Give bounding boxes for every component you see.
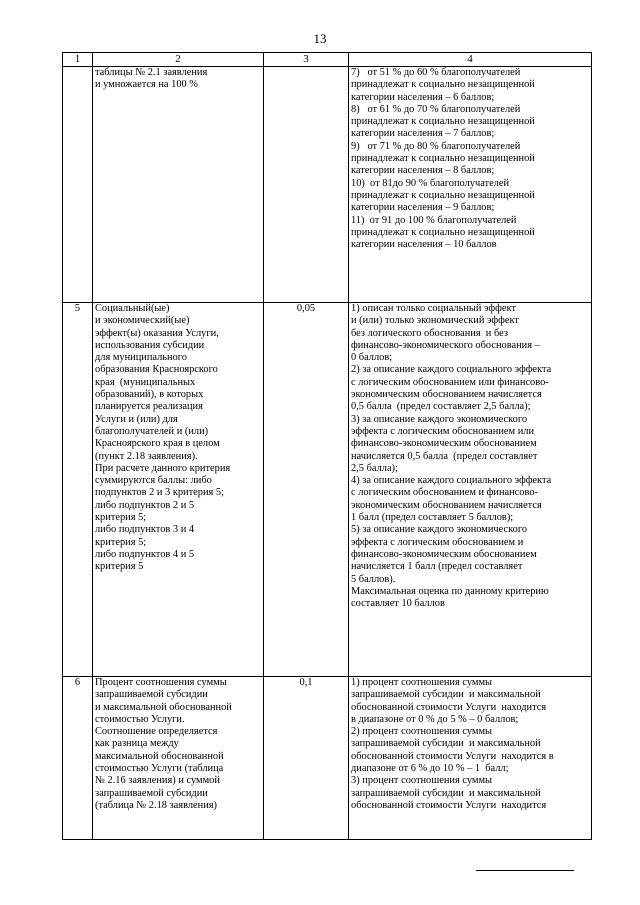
table-header-row (63, 53, 592, 67)
criterion-weight: 0,05 (264, 303, 349, 677)
table-row (63, 67, 592, 303)
scoring-text: 1) описан только социальный эффект и (или) только экономический эффект без логического обоснования и без финансово-экономического обоснования – 0 баллов; 2) за описание каждого социального эффекта с логическим обоснованием или финансово- экономическим обоснованием начисляется 0,5 балла (предел составляет 2,5 балла); 3) за описание каждого экономического эффекта с логическим обоснованием или финансово-экономическим обоснованием начисляется 0,5 балла (предел составляет 2,5 балла); 4) за описание каждого социального эффекта с логическим обоснованием и финансово- экономическим обоснованием начисляется 1 балл (предел составляет 5 баллов); 5) за описание каждого экономического эффекта с логическим обоснованием и финансово-экономическим обоснованием начисляется 1 балл (предел составляет 5 баллов). Максимальная оценка по данному критерию составляет 10 баллов (349, 303, 592, 677)
table-row (63, 677, 592, 840)
row-number: 6 (63, 677, 93, 840)
criterion-weight: 0,1 (264, 677, 349, 840)
header-col-4: 4 (349, 53, 592, 67)
page-number: 13 (313, 31, 327, 46)
criterion-text: Процент соотношения суммы запрашиваемой субсидии и максимальной обоснованной стоимостью Услуги. Соотношение определяется как разница между максимальной обоснованной стоимостью Услуги (таблица № 2.16 заявления) и суммой запрашиваемой субсидии (таблица № 2.18 заявления) (93, 677, 264, 840)
row-number: 5 (63, 303, 93, 677)
scoring-text: 1) процент соотношения суммы запрашиваемой субсидии и максимальной обоснованной стоимости Услуги находится в диапазоне от 0 % до 5 % – 0 баллов; 2) процент соотношения суммы запрашиваемой субсидии и максимальной обоснованной стоимости Услуги находится в диапазоне от 6 % до 10 % – 1 балл; 3) процент соотношения суммы запрашиваемой субсидии и максимальной обоснованной стоимости Услуги находится (349, 677, 592, 840)
row-number (63, 67, 93, 303)
criterion-text: Социальный(ые) и экономический(ые) эффект(ы) оказания Услуги, использования субсидии для муниципального образования Красноярского края (муниципальных образований), в которых планируется реализация Услуги и (или) для благополучателей и (или) Красноярского края в целом (пункт 2.18 заявления). При расчете данного критерия суммируются баллы: либо подпунктов 2 и 3 критерия 5; либо подпунктов 2 и 5 критерия 5; либо подпунктов 3 и 4 критерия 5; либо подпунктов 4 и 5 критерия 5 (93, 303, 264, 677)
criterion-text: таблицы № 2.1 заявления и умножается на 100 % (93, 67, 264, 303)
header-col-3: 3 (264, 53, 349, 67)
criterion-weight (264, 67, 349, 303)
header-col-1: 1 (63, 53, 93, 67)
bottom-rule (476, 870, 574, 871)
criteria-table (62, 52, 592, 840)
scoring-text: 7) от 51 % до 60 % благополучателей принадлежат к социально незащищенной категории населения – 6 баллов; 8) от 61 % до 70 % благополучателей принадлежат к социально незащищенной категории населения – 7 баллов; 9) от 71 % до 80 % благополучателей принадлежат к социально незащищенной категории населения – 8 баллов; 10) от 81до 90 % благополучателей принадлежат к социально незащищенной категории населения – 9 баллов; 11) от 91 до 100 % благополучателей принадлежат к социально незащищенной категории населения – 10 баллов (349, 67, 592, 303)
header-col-2: 2 (93, 53, 264, 67)
table-row (63, 303, 592, 677)
